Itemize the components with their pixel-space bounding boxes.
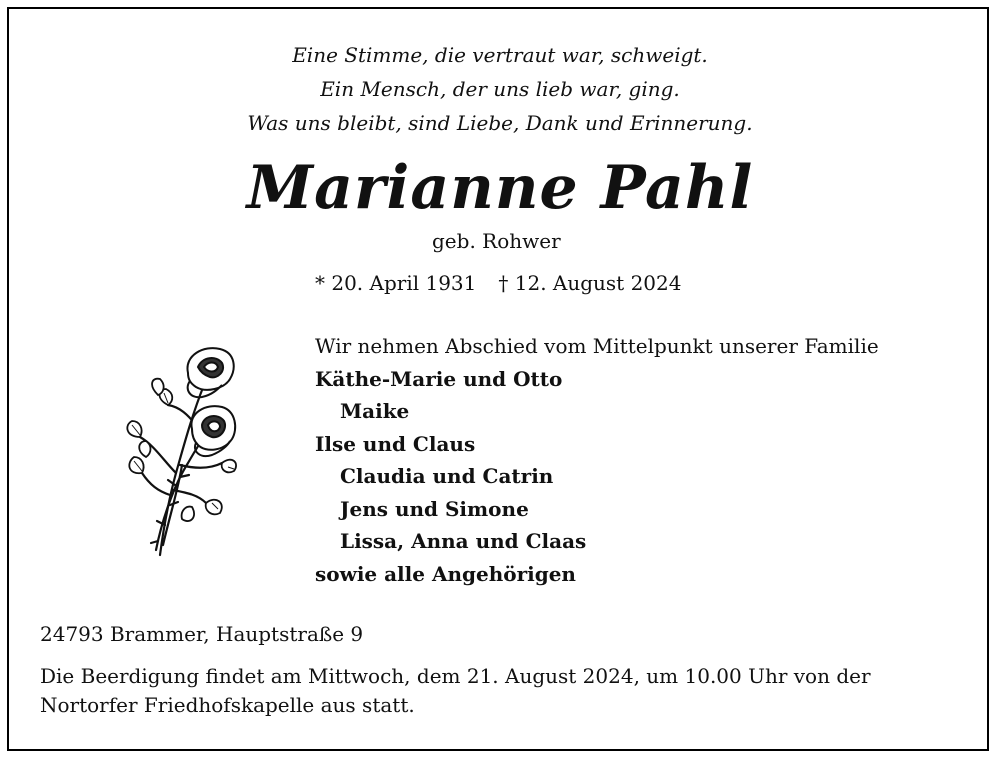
family-member: Käthe-Marie und Otto [315,366,563,391]
death-date: † 12. August 2024 [498,271,682,295]
family-member: Claudia und Catrin [340,464,554,488]
life-dates [315,270,681,296]
memorial-poem [0,38,1000,140]
family-member: Lissa, Anna und Claas [340,529,587,553]
family-member: Maike [340,399,410,423]
poem-line: Was uns bleibt, sind Liebe, Dank und Erinnerung. [247,111,753,135]
address: 24793 Brammer, Hauptstraße 9 [40,622,364,646]
deceased-name: Marianne Pahl [246,153,754,223]
family-list [315,330,879,590]
poem-line: Ein Mensch, der uns lieb war, ging. [320,77,680,101]
poem-line: Eine Stimme, die vertraut war, schweigt. [292,43,708,67]
funeral-info [40,662,940,720]
family-member: Jens und Simone [340,496,529,521]
rose-illustration [118,345,242,565]
family-member: Ilse und Claus [315,431,476,456]
birth-date: * 20. April 1931 [315,271,477,295]
funeral-line: Nortorfer Friedhofskapelle aus statt. [40,693,415,717]
maiden-name: geb. Rohwer [432,229,561,253]
funeral-line: Die Beerdigung findet am Mittwoch, dem 21. August 2024, um 10.00 Uhr von der [40,664,871,688]
family-member: sowie alle Angehörigen [315,561,576,586]
farewell-intro: Wir nehmen Abschied vom Mittelpunkt unserer Familie [315,334,879,358]
